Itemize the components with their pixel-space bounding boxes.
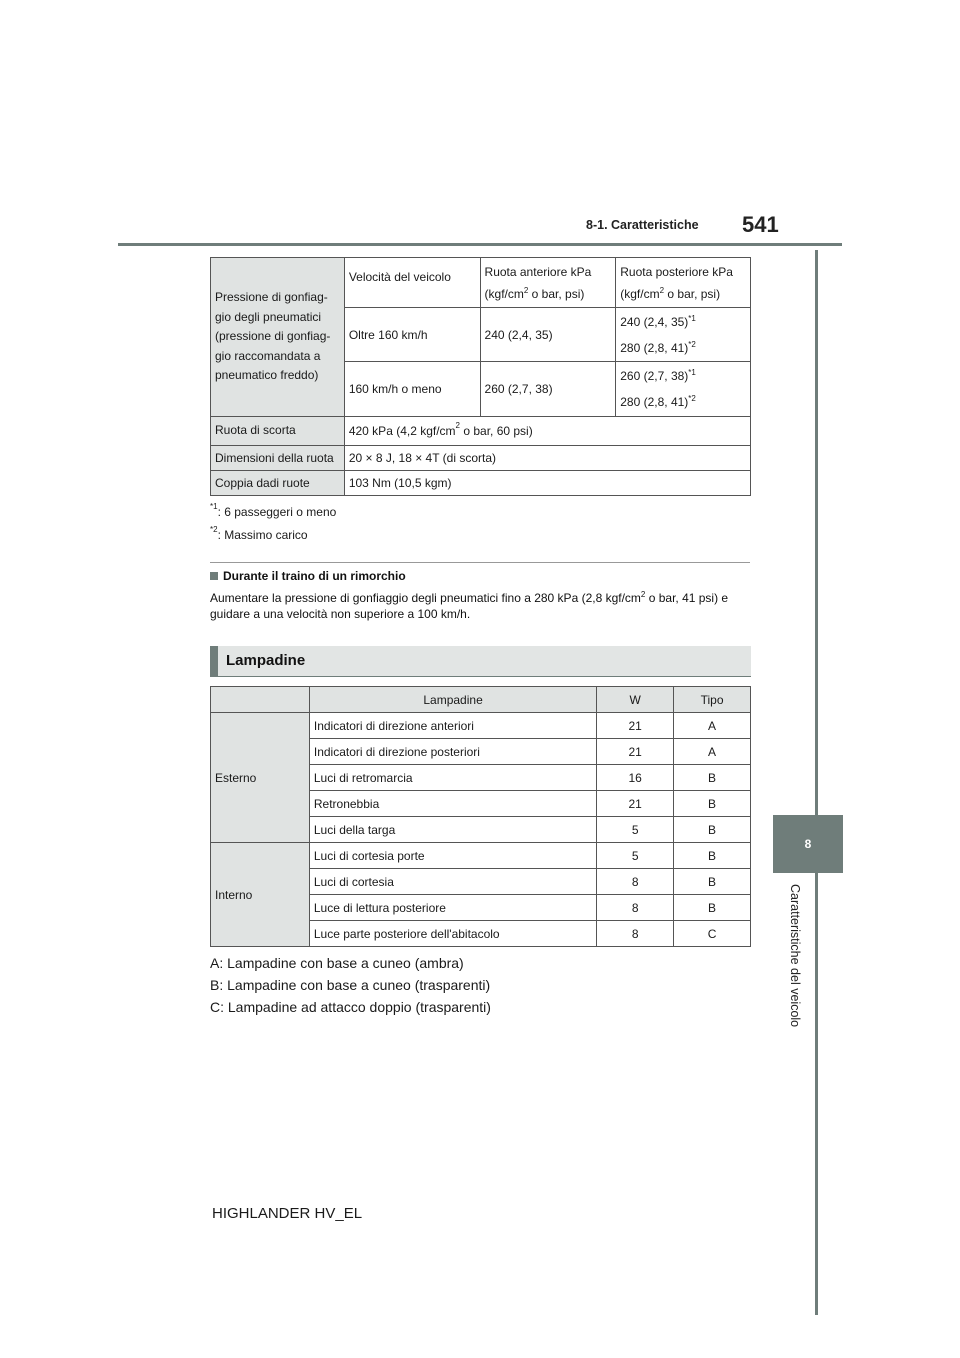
spare-value: 420 kPa (4,2 kgf/cm — [348, 424, 456, 438]
chapter-tab — [773, 815, 843, 873]
footnote-mark: *1 — [210, 502, 218, 511]
page-number: 541 — [742, 212, 779, 237]
table-row — [211, 446, 751, 471]
lamps-heading — [210, 646, 751, 676]
col-type-header: Tipo — [674, 687, 751, 713]
col-speed-header — [344, 258, 480, 308]
table-row — [211, 417, 751, 446]
square-bullet-icon — [210, 572, 218, 580]
tire-pressure-table — [210, 257, 751, 496]
lamp-watt-cell: 5 — [597, 843, 674, 869]
towing-body-tail: o bar, 41 psi) e guidare a una velocità non superiore a 100 km/h. — [210, 591, 729, 621]
torque-label-cell: Coppia dadi ruote — [211, 471, 345, 496]
lamp-name-cell: Indicatori di direzione anteriori — [309, 713, 596, 739]
legend-item: B: Lampadine con base a cuneo (trasparenti) — [210, 977, 491, 993]
footnote-ref: *2 — [688, 339, 696, 349]
chapter-number: 8 — [804, 837, 812, 851]
lamp-watt-cell: 21 — [597, 791, 674, 817]
superscript: 2 — [455, 421, 460, 430]
lamp-type-cell: B — [674, 817, 751, 843]
lamp-type-cell: B — [674, 843, 751, 869]
footnote-text: : Massimo carico — [217, 528, 308, 542]
footnote-ref: *1 — [688, 313, 696, 323]
lamp-type-cell: B — [674, 895, 751, 921]
col-speed-label: Velocità del veicolo — [348, 270, 451, 284]
rear-pressure-value: 280 (2,8, 41) — [620, 395, 689, 409]
rear-pressure-value: 280 (2,8, 41) — [620, 340, 689, 355]
pressure-label-line: gio raccomandata a — [215, 348, 321, 363]
exterior-group-label: Esterno — [211, 713, 310, 843]
footnote-mark: *2 — [210, 525, 218, 534]
wheel-size-value-cell: 20 × 8 J, 18 × 4T (di scorta) — [344, 446, 750, 471]
side-rule — [815, 250, 818, 1315]
chapter-label-text: Caratteristiche del veicolo — [788, 884, 802, 1028]
rear-pressure-value: 240 (2,4, 35) — [620, 314, 689, 329]
lamp-watt-cell: 16 — [597, 765, 674, 791]
divider — [210, 562, 750, 563]
pressure-label-line: pneumatico freddo) — [215, 368, 319, 383]
wheel-size-label-cell: Dimensioni della ruota — [211, 446, 345, 471]
lamps-heading-text: Lampadine — [226, 652, 306, 669]
rear-pressure-cell — [616, 308, 751, 362]
lamp-name-cell: Luci della targa — [309, 817, 596, 843]
footnote — [210, 525, 308, 542]
spare-value-tail: o bar, 60 psi) — [460, 424, 533, 438]
legend-item: C: Lampadine ad attacco doppio (trasparenti) — [210, 999, 491, 1015]
pressure-label-line: Pressione di gonfiag- — [215, 290, 328, 305]
lamp-watt-cell: 8 — [597, 869, 674, 895]
rear-pressure-value: 260 (2,7, 38) — [620, 369, 689, 383]
lamp-name-cell: Luci di retromarcia — [309, 765, 596, 791]
table-header-row — [211, 687, 751, 713]
lamp-type-cell: C — [674, 921, 751, 947]
spare-label-cell: Ruota di scorta — [211, 417, 345, 446]
footnote-ref: *1 — [688, 368, 696, 377]
col-lamp-header: Lampadine — [309, 687, 596, 713]
table-row — [211, 843, 751, 869]
col-rear-line1: Ruota posteriore kPa — [620, 264, 733, 279]
lamp-name-cell: Luci di cortesia — [309, 869, 596, 895]
lamp-watt-cell: 8 — [597, 921, 674, 947]
spare-value-cell — [344, 417, 750, 446]
col-rear-header — [616, 258, 751, 308]
towing-body-text: Aumentare la pressione di gonfiaggio degli pneumatici fino a 280 kPa (2,8 kgf/cm — [210, 591, 641, 605]
lamp-type-cell: B — [674, 869, 751, 895]
lamp-name-cell: Indicatori di direzione posteriori — [309, 739, 596, 765]
footnote-text: : 6 passeggeri o meno — [217, 505, 337, 519]
pressure-label-line: (pressione di gonfiag- — [215, 329, 331, 344]
col-rear-line2 — [620, 283, 746, 305]
col-rear-unit-tail: o bar, psi) — [664, 286, 721, 301]
superscript: 2 — [659, 285, 665, 295]
lamp-watt-cell: 5 — [597, 817, 674, 843]
col-w-header: W — [597, 687, 674, 713]
section-title: 8-1. Caratteristiche — [586, 218, 699, 232]
lamps-table — [210, 686, 751, 947]
col-rear-unit: (kgf/cm — [620, 286, 660, 301]
rear-pressure-line — [620, 309, 746, 335]
interior-group-label: Interno — [211, 843, 310, 947]
lamp-name-cell: Luce parte posteriore dell'abitacolo — [309, 921, 596, 947]
torque-value-cell: 103 Nm (10,5 kgm) — [344, 471, 750, 496]
lamps-heading-rule — [210, 676, 751, 677]
lamp-watt-cell: 8 — [597, 895, 674, 921]
front-pressure-cell: 260 (2,7, 38) — [480, 362, 616, 417]
superscript: 2 — [640, 590, 646, 599]
lamp-type-cell: A — [674, 739, 751, 765]
speed-cell: 160 km/h o meno — [344, 362, 480, 417]
lamp-watt-cell: 21 — [597, 739, 674, 765]
rear-pressure-line — [620, 389, 746, 415]
footnote-ref: *2 — [688, 394, 696, 403]
lamp-name-cell: Luci di cortesia porte — [309, 843, 596, 869]
col-front-line2 — [485, 283, 612, 305]
rear-pressure-line — [620, 335, 746, 361]
col-front-header — [480, 258, 616, 308]
superscript: 2 — [523, 285, 529, 295]
rear-pressure-cell — [616, 362, 751, 417]
table-row — [211, 713, 751, 739]
footnote — [210, 502, 337, 519]
lamp-watt-cell: 21 — [597, 713, 674, 739]
front-pressure-cell: 240 (2,4, 35) — [480, 308, 616, 362]
col-front-line1: Ruota anteriore kPa — [484, 264, 592, 279]
col-front-unit: (kgf/cm — [484, 286, 524, 301]
legend-item: A: Lampadine con base a cuneo (ambra) — [210, 955, 464, 971]
rear-pressure-line — [620, 363, 746, 389]
lamp-type-cell: B — [674, 765, 751, 791]
towing-heading-text: Durante il traino di un rimorchio — [223, 569, 406, 583]
footer-model: HIGHLANDER HV_EL — [212, 1205, 363, 1222]
pressure-label-cell — [211, 258, 345, 417]
towing-body — [210, 590, 750, 622]
speed-cell: Oltre 160 km/h — [344, 308, 480, 362]
lamp-name-cell: Retronebbia — [309, 791, 596, 817]
pressure-label-line: gio degli pneumatici — [215, 309, 322, 324]
towing-heading — [210, 569, 406, 583]
lamp-name-cell: Luce di lettura posteriore — [309, 895, 596, 921]
table-row — [211, 471, 751, 496]
header-rule — [118, 243, 842, 246]
col-front-unit-tail: o bar, psi) — [528, 286, 585, 301]
lamp-type-cell: B — [674, 791, 751, 817]
lamp-type-cell: A — [674, 713, 751, 739]
chapter-label — [788, 884, 802, 1027]
header-empty-cell — [211, 687, 310, 713]
